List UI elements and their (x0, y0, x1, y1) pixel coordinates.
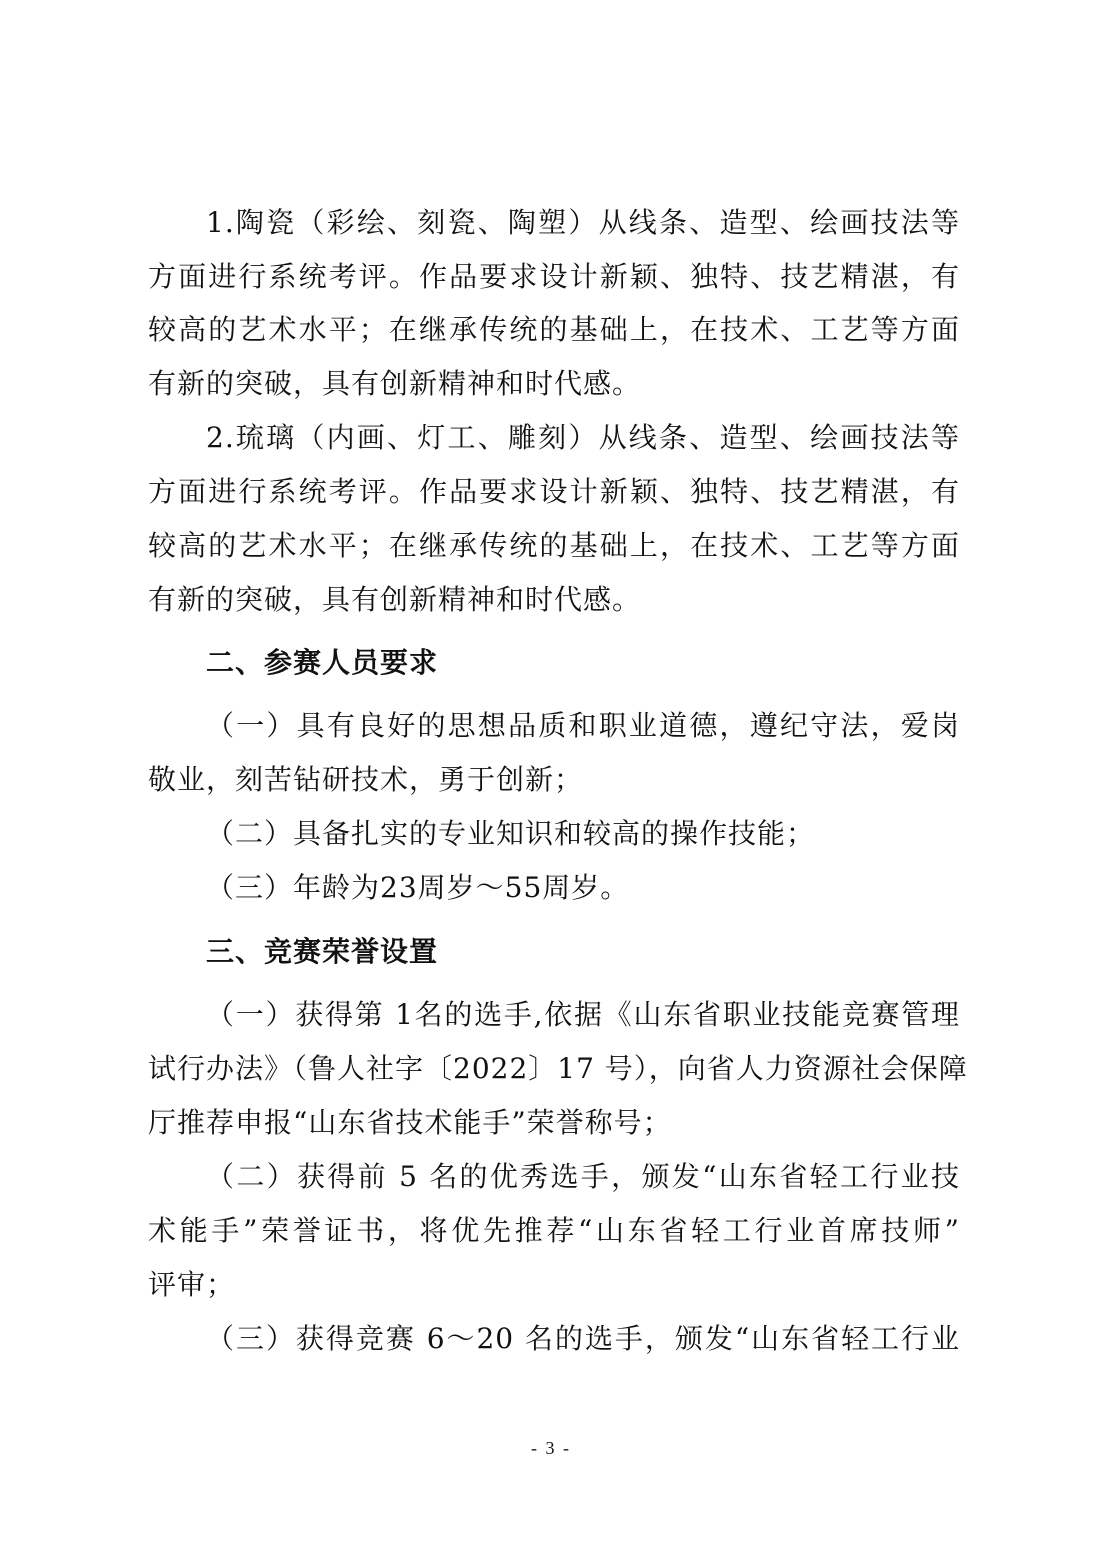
paragraph-2-line-4: 有新的突破，具有创新精神和时代感。 (148, 583, 642, 616)
section-2-heading: 二、参赛人员要求 (206, 646, 439, 679)
section-3-item-2-line-3: 评审； (148, 1268, 236, 1301)
section-3-item-3-line-1: （三）获得竞赛 6～20 名的选手，颁发“山东省轻工行业 (206, 1322, 960, 1355)
page-number: - 3 - (531, 1438, 571, 1458)
section-2-item-2: （二）具备扎实的专业知识和较高的操作技能； (206, 817, 816, 850)
section-3-item-1-line-2: 试行办法》（鲁人社字〔2022〕17 号），向省人力资源社会保障 (148, 1052, 968, 1085)
paragraph-1-line-2: 方面进行系统考评。作品要求设计新颖、独特、技艺精湛，有 (148, 260, 960, 293)
section-2-item-1-line-2: 敬业，刻苦钻研技术，勇于创新； (148, 763, 584, 796)
section-2-item-1-line-1: （一）具有良好的思想品质和职业道德，遵纪守法，爱岗 (206, 709, 960, 742)
section-3-item-2-line-2: 术能手”荣誉证书，将优先推荐“山东省轻工行业首席技师” (148, 1214, 960, 1247)
paragraph-2-line-1: 2.琉璃（内画、灯工、雕刻）从线条、造型、绘画技法等 (206, 421, 960, 454)
paragraph-1-line-1: 1.陶瓷（彩绘、刻瓷、陶塑）从线条、造型、绘画技法等 (206, 206, 960, 239)
section-3-heading: 三、竞赛荣誉设置 (206, 935, 439, 968)
paragraph-1-line-3: 较高的艺术水平；在继承传统的基础上，在技术、工艺等方面 (148, 313, 960, 346)
paragraph-2-line-2: 方面进行系统考评。作品要求设计新颖、独特、技艺精湛，有 (148, 475, 960, 508)
section-3-item-1-line-3: 厅推荐申报“山东省技术能手”荣誉称号； (148, 1106, 672, 1139)
paragraph-1-line-4: 有新的突破，具有创新精神和时代感。 (148, 367, 642, 400)
paragraph-2-line-3: 较高的艺术水平；在继承传统的基础上，在技术、工艺等方面 (148, 529, 960, 562)
section-3-item-1-line-1: （一）获得第 1名的选手,依据《山东省职业技能竞赛管理 (206, 998, 960, 1031)
section-2-item-3: （三）年龄为23周岁～55周岁。 (206, 871, 630, 904)
section-3-item-2-line-1: （二）获得前 5 名的优秀选手，颁发“山东省轻工行业技 (206, 1160, 960, 1193)
